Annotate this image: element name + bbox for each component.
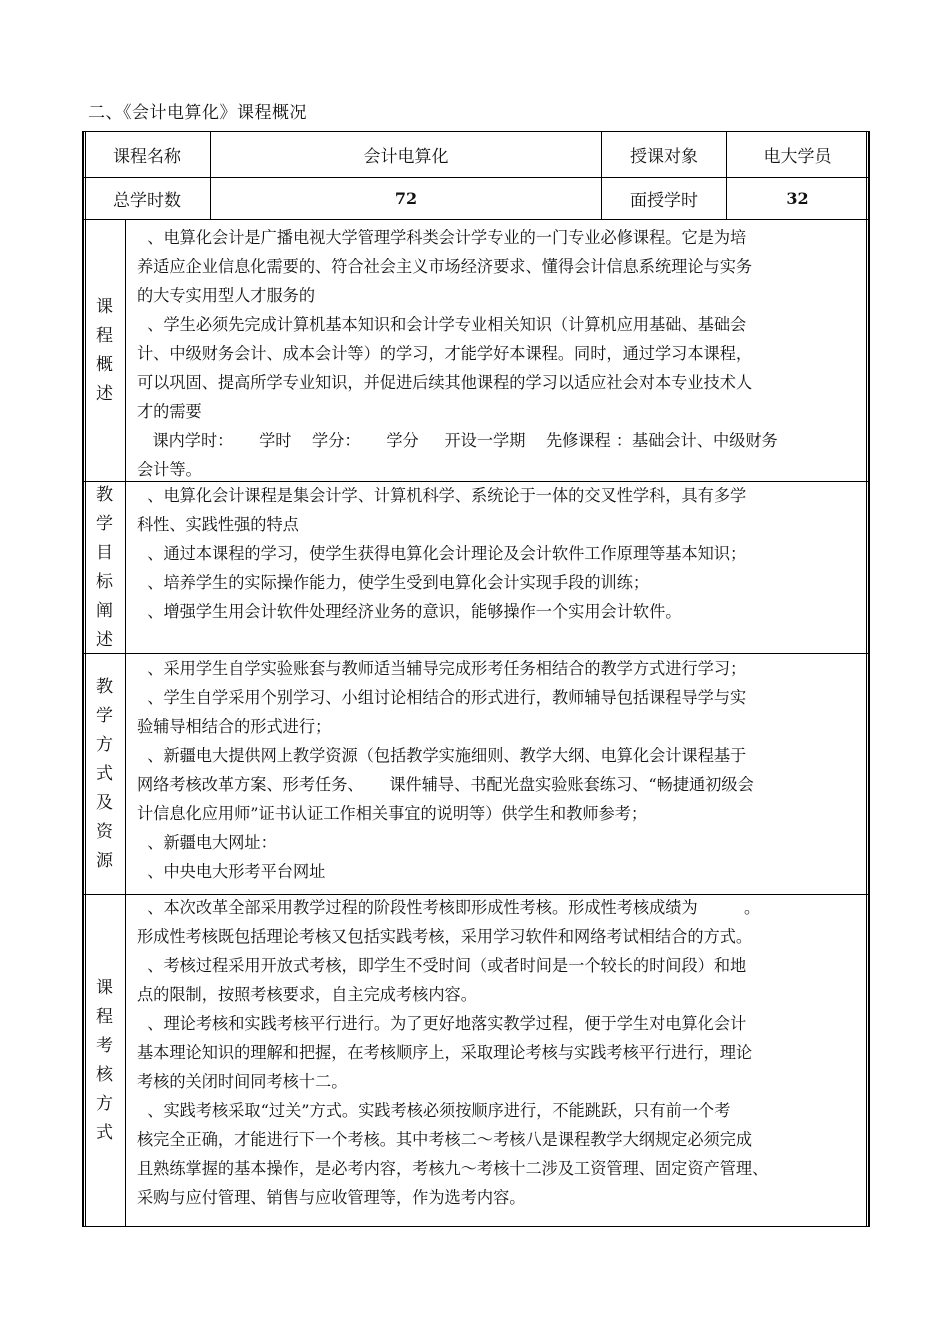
content-line: 、采用学生自学实验账套与教师适当辅导完成形考任务相结合的教学方式进行学习；	[137, 659, 747, 678]
audience-label: 授课对象	[630, 147, 698, 167]
label-char: 学	[96, 513, 113, 534]
content-line: 的大专实用型人才服务的	[137, 286, 316, 305]
content-line: 、增强学生用会计软件处理经济业务的意识，能够操作一个实用会计软件。	[137, 602, 682, 621]
label-char: 述	[96, 383, 113, 404]
section-label-assessment	[84, 895, 125, 1227]
total-hours-value: 72	[394, 189, 418, 208]
content-line: 养适应企业信息化需要的、符合社会主义市场经济要求、懂得会计信息系统理论与实务	[137, 257, 753, 276]
content-line: 基本理论知识的理解和把握，在考核顺序上，采取理论考核与实践考核平行进行，理论	[137, 1043, 753, 1062]
label-char: 及	[96, 792, 113, 813]
content-line: 、学生必须先完成计算机基本知识和会计学专业相关知识（计算机应用基础、基础会	[137, 315, 747, 334]
row-divider	[82, 219, 870, 220]
content-line: 、电算化会计是广播电视大学管理学科类会计学专业的一门专业必修课程。它是为培	[137, 228, 747, 247]
course-name-value: 会计电算化	[363, 147, 449, 167]
label-col-divider	[125, 219, 126, 1227]
total-hours-label: 总学时数	[113, 191, 181, 211]
label-char: 核	[96, 1065, 113, 1085]
label-char: 源	[96, 850, 113, 871]
label-char: 方	[96, 734, 113, 755]
content-line: 课内学时： 学时 学分： 学分 开设一学期 先修课程 ：基础会计、中级财务	[137, 431, 778, 450]
label-char: 目	[96, 542, 113, 563]
content-line: 点的限制，按照考核要求，自主完成考核内容。	[137, 985, 477, 1004]
section-content-objectives	[137, 481, 861, 626]
section-content-overview	[137, 223, 861, 484]
content-line: 可以巩固、提高所学专业知识，并促进后续其他课程的学习以适应社会对本专业技术人	[137, 373, 753, 392]
label-char: 资	[96, 821, 113, 842]
course-name-label: 课程名称	[113, 147, 181, 167]
content-line: 、新疆电大提供网上教学资源（包括教学实施细则、教学大纲、电算化会计课程基于	[137, 746, 747, 765]
label-char: 程	[96, 325, 113, 346]
content-line: 才的需要	[137, 402, 202, 421]
content-line: 科性、实践性强的特点	[137, 515, 299, 534]
audience-value: 电大学员	[763, 147, 832, 167]
content-line: 、中央电大形考平台网址	[137, 862, 326, 881]
label-char: 教	[96, 676, 113, 697]
content-line: 核完全正确，才能进行下一个考核。其中考核二～考核八是课程教学大纲规定必须完成	[137, 1130, 753, 1149]
content-line: 、本次改革全部采用教学过程的阶段性考核即形成性考核。形成性考核成绩为 。	[137, 898, 761, 917]
content-line: 且熟练掌握的基本操作，是必考内容，考核九～考核十二涉及工资管理、固定资产管理、	[137, 1159, 769, 1178]
label-char: 课	[96, 978, 113, 998]
content-line: 采购与应付管理、销售与应收管理等，作为选考内容。	[137, 1188, 526, 1207]
content-line: 、实践考核采取“过关”方式。实践考核必须按顺序进行，不能跳跃，只有前一个考	[137, 1101, 731, 1120]
label-char: 式	[96, 1123, 113, 1143]
face-hours-value: 32	[786, 189, 809, 208]
label-char: 概	[96, 354, 113, 375]
label-char: 述	[96, 629, 113, 650]
content-line: 验辅导相结合的形式进行；	[137, 717, 332, 736]
content-line: 计信息化应用师”证书认证工作相关事宜的说明等）供学生和教师参考；	[137, 804, 648, 823]
content-line: 会计等。	[137, 460, 202, 479]
face-hours-label: 面授学时	[630, 191, 698, 211]
content-line: 、通过本课程的学习，使学生获得电算化会计理论及会计软件工作原理等基本知识；	[137, 544, 747, 563]
content-line: 计、中级财务会计、成本会计等）的学习，才能学好本课程。同时，通过学习本课程，	[137, 344, 753, 363]
content-line: 、理论考核和实践考核平行进行。为了更好地落实教学过程，便于学生对电算化会计	[137, 1014, 747, 1033]
label-char: 程	[96, 1007, 113, 1027]
label-char: 式	[96, 763, 113, 784]
label-char: 考	[96, 1036, 113, 1056]
label-char: 学	[96, 705, 113, 726]
content-line: 、电算化会计课程是集会计学、计算机科学、系统论于一体的交叉性学科，具有多学	[137, 486, 747, 505]
content-line: 、学生自学采用个别学习、小组讨论相结合的形式进行，教师辅导包括课程导学与实	[137, 688, 747, 707]
content-line: 、考核过程采用开放式考核，即学生不受时间（或者时间是一个较长的时间段）和地	[137, 956, 747, 975]
section-label-objectives	[84, 482, 125, 653]
section-content-assessment	[137, 893, 861, 1212]
content-line: 、新疆电大网址：	[137, 833, 277, 852]
section-label-overview	[84, 220, 125, 481]
section-content-methods	[137, 654, 861, 886]
label-char: 标	[96, 571, 113, 592]
label-char: 教	[96, 484, 113, 505]
section-label-methods	[84, 654, 125, 894]
content-line: 网络考核改革方案、形考任务、 课件辅导、书配光盘实验账套练习、“畅捷通初级会	[137, 775, 754, 794]
label-char: 方	[96, 1094, 113, 1114]
content-line: 形成性考核既包括理论考核又包括实践考核，采用学习软件和网络考试相结合的方式。	[137, 927, 753, 946]
page-heading: 二、《会计电算化》课程概况	[88, 103, 307, 123]
content-line: 考核的关闭时间同考核十二。	[137, 1072, 348, 1091]
label-char: 阐	[96, 600, 113, 621]
content-line: 、培养学生的实际操作能力，使学生受到电算化会计实现手段的训练；	[137, 573, 650, 592]
label-char: 课	[96, 296, 113, 317]
